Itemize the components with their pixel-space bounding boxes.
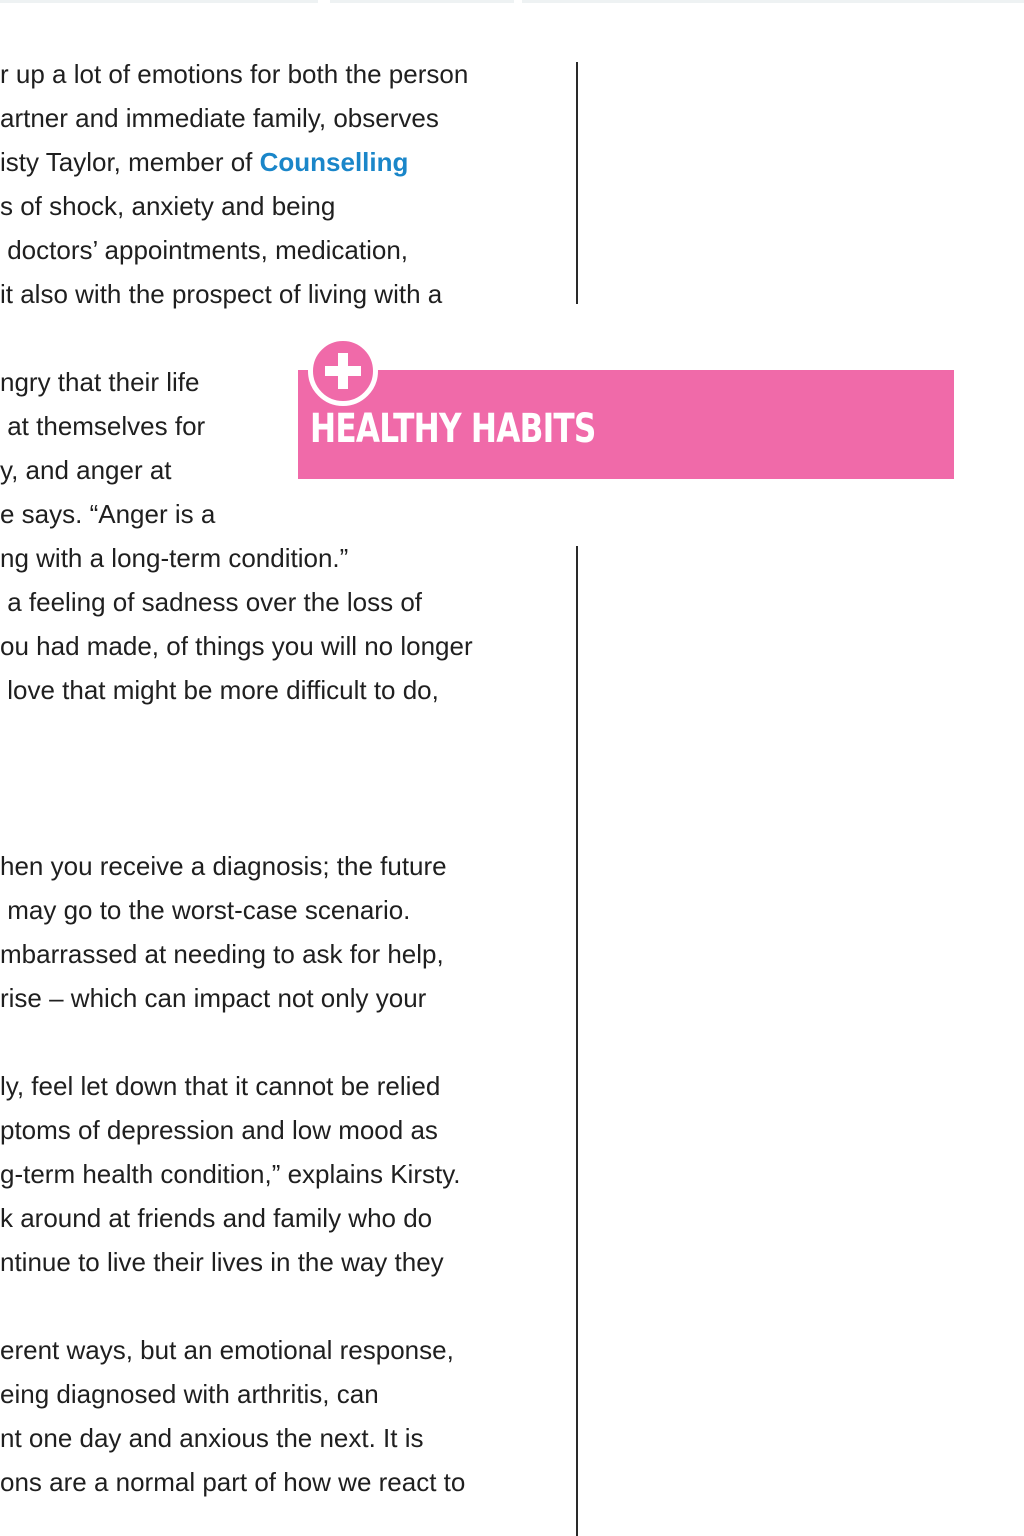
article-line: rise – which can impact not only your — [0, 983, 427, 1013]
article-line: s of shock, anxiety and being — [0, 191, 336, 221]
article-line: ptoms of depression and low mood as — [0, 1115, 438, 1145]
article-line: mbarrassed at needing to ask for help, — [0, 939, 444, 969]
article-line: ly, feel let down that it cannot be relied — [0, 1071, 441, 1101]
article-line: r up a lot of emotions for both the person — [0, 59, 469, 89]
article-line: g-term health condition,” explains Kirsty. — [0, 1159, 461, 1189]
article-line: love that might be more difficult to do, — [0, 675, 439, 705]
article-line: it also with the prospect of living with a — [0, 279, 443, 309]
article-line: at themselves for — [0, 411, 206, 441]
article-line: erent ways, but an emotional response, — [0, 1335, 454, 1365]
article-line: e says. “Anger is a — [0, 499, 216, 529]
healthy-habits-callout — [298, 370, 954, 479]
article-line: ngry that their life — [0, 367, 200, 397]
article-line: y, and anger at — [0, 455, 172, 485]
article-line: ng with a long-term condition.” — [0, 543, 349, 573]
column-divider — [576, 546, 578, 1536]
article-line: artner and immediate family, observes — [0, 103, 439, 133]
article-line: ou had made, of things you will no longer — [0, 631, 473, 661]
article-line: may go to the worst-case scenario. — [0, 895, 411, 925]
plus-icon-glyph — [313, 341, 373, 401]
article-line: hen you receive a diagnosis; the future — [0, 851, 447, 881]
callout-title: HEALTHY HABITS — [310, 406, 596, 452]
article-line: k around at friends and family who do — [0, 1203, 433, 1233]
top-nav-strip — [0, 0, 1024, 3]
article-line: nt one day and anxious the next. It is — [0, 1423, 424, 1453]
column-divider — [576, 62, 578, 304]
article-line: ntinue to live their lives in the way they — [0, 1247, 444, 1277]
article-line: eing diagnosed with arthritis, can — [0, 1379, 379, 1409]
article-line — [0, 140, 408, 184]
article-line: doctors’ appointments, medication, — [0, 235, 409, 265]
article-line-text: isty Taylor, member of — [0, 147, 260, 177]
counselling-link[interactable]: Counselling — [259, 147, 409, 177]
plus-icon — [308, 336, 378, 406]
article-line: a feeling of sadness over the loss of — [0, 587, 423, 617]
article-line: ons are a normal part of how we react to — [0, 1467, 466, 1497]
